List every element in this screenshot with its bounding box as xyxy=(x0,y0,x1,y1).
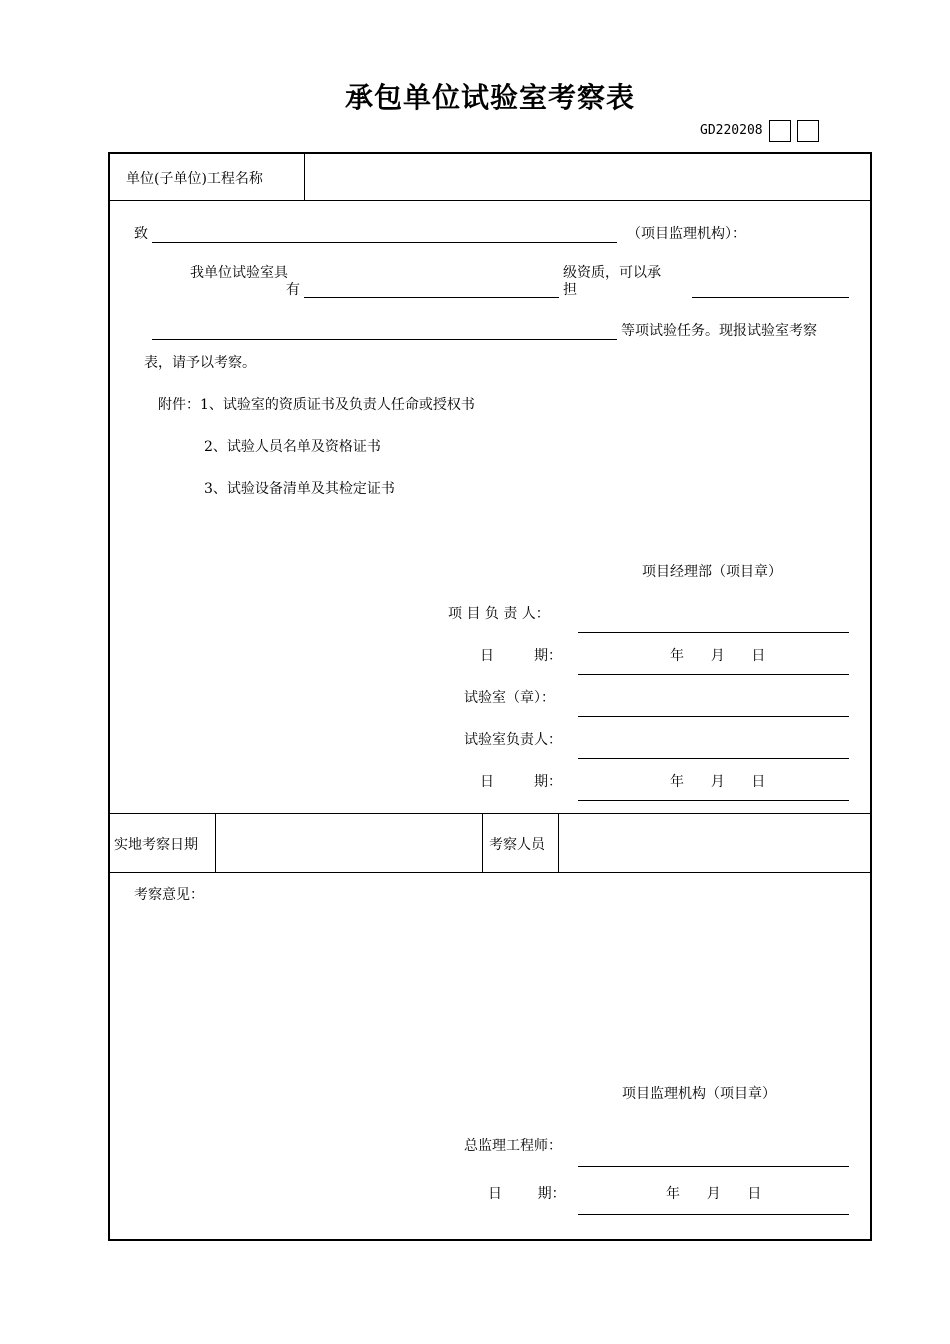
divider xyxy=(482,813,483,872)
recipient-field[interactable] xyxy=(152,242,617,243)
task-text: 等项试验任务。现报试验室考察 xyxy=(621,323,817,339)
project-manager-label: 项 目 负 责 人： xyxy=(448,606,550,622)
to-prefix: 致 xyxy=(134,226,148,242)
task-field-1[interactable] xyxy=(692,297,849,298)
page-title: 承包单位试验室考察表 xyxy=(344,81,635,114)
opinion-date-label: 日 期： xyxy=(488,1186,566,1202)
attachment-item: 附件：1、试验室的资质证书及负责人任命或授权书 xyxy=(158,397,475,413)
inspector-field[interactable] xyxy=(568,834,858,852)
undertake-text-cont: 担 xyxy=(563,282,577,298)
qualification-text-cont: 有 xyxy=(286,282,300,298)
chief-engineer-label: 总监理工程师： xyxy=(464,1138,562,1154)
qualification-level-field[interactable] xyxy=(304,297,559,298)
form-code-box-1[interactable] xyxy=(769,120,791,142)
lab-seal-field[interactable] xyxy=(578,716,849,717)
date-value[interactable]: 年 月 日 xyxy=(670,648,766,664)
date-label: 日 期： xyxy=(480,648,563,664)
opinion-field[interactable] xyxy=(122,905,858,1075)
lab-head-label: 试验室负责人： xyxy=(464,732,562,748)
opinion-date-field xyxy=(578,1214,849,1215)
divider xyxy=(109,813,871,814)
chief-engineer-field[interactable] xyxy=(578,1166,849,1167)
attachment-item: 3、试验设备清单及其检定证书 xyxy=(204,481,395,497)
contractor-stamp: 项目经理部（项目章） xyxy=(642,564,782,580)
inspection-date-field[interactable] xyxy=(225,834,475,852)
recipient-suffix: （项目监理机构）： xyxy=(627,226,746,242)
supervisor-stamp: 项目监理机构（项目章） xyxy=(622,1086,776,1102)
divider xyxy=(109,200,871,201)
opinion-date-value[interactable]: 年 月 日 xyxy=(666,1186,762,1202)
divider xyxy=(215,813,216,872)
project-name-label: 单位(子单位)工程名称 xyxy=(126,171,263,187)
divider xyxy=(109,872,871,873)
project-manager-field[interactable] xyxy=(578,632,849,633)
qualification-text: 我单位试验室具 xyxy=(190,265,288,281)
inspector-label: 考察人员 xyxy=(489,837,545,853)
date-label: 日 期： xyxy=(480,774,563,790)
inspection-date-label: 实地考察日期 xyxy=(114,837,198,853)
attachment-item: 2、试验人员名单及资格证书 xyxy=(204,439,381,455)
form-code-box-2[interactable] xyxy=(797,120,819,142)
divider xyxy=(304,153,305,200)
project-name-field[interactable] xyxy=(320,168,860,186)
form-code: GD220208 xyxy=(700,123,763,138)
lab-seal-label: 试验室（章）： xyxy=(464,690,555,706)
task-field-2[interactable] xyxy=(152,339,617,340)
undertake-text: 级资质，可以承 xyxy=(563,265,661,281)
divider xyxy=(558,813,559,872)
opinion-label: 考察意见： xyxy=(134,887,204,903)
date-field xyxy=(578,800,849,801)
lab-head-field[interactable] xyxy=(578,758,849,759)
date-value[interactable]: 年 月 日 xyxy=(670,774,766,790)
request-text: 表，请予以考察。 xyxy=(144,355,256,371)
date-field xyxy=(578,674,849,675)
